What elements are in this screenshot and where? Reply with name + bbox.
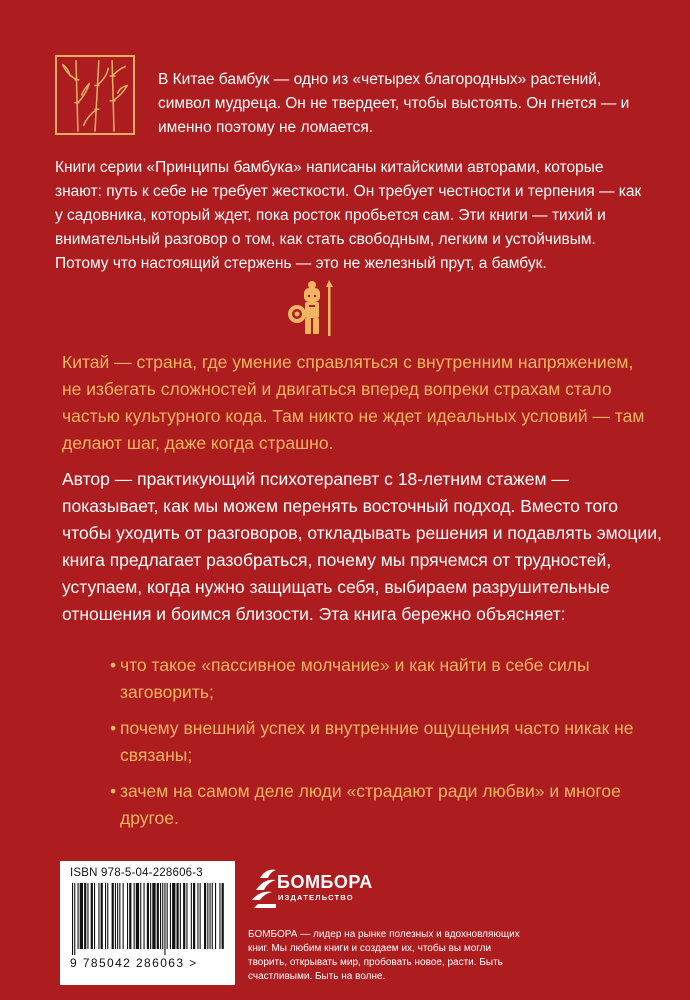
- isbn-digits: 9 785042 286063 >: [70, 956, 198, 970]
- publisher-subtitle: ИЗДАТЕЛЬСТВО: [278, 893, 354, 902]
- list-item-text: почему внешний успех и внутренние ощущения часто никак не связаны;: [120, 718, 634, 765]
- list-item-text: зачем на самом деле люди «страдают ради любви» и многое другое.: [120, 781, 621, 828]
- list-item: [110, 652, 640, 706]
- list-item: [110, 778, 640, 832]
- bullet-marker: •: [110, 718, 117, 738]
- publisher-description: БОМБОРА — лидер на рынке полезных и вдохновляющих книг. Мы любим книги и создаем их, чтобы вы могли творить, открывать мир, пробовать новое, расти. Быть счастливыми. Быть на волне.: [248, 929, 520, 982]
- china-paragraph: Китай — страна, где умение справляться с внутренним напряжением, не избегать сложностей и двигаться вперед вопреки страхам стало частью культурного кода. Там никто не ждет идеальных условий — там делают шаг, даже когда страшно.: [62, 352, 645, 453]
- list-item-text: что такое «пассивное молчание» и как найти в себе силы заговорить;: [120, 655, 590, 702]
- series-paragraph: Книги серии «Принципы бамбука» написаны китайскими авторами, которые знают: путь к себе не требует жесткости. Он требует честности и терпения — как у садовника, который ждет, пока росток пробьется сам. Эти книги — тихий и внимательный разговор о том, как стать свободным, легким и устойчивым. Потому что настоящий стержень — это не железный прут, а бамбук.: [55, 159, 642, 272]
- bamboo-icon: [55, 55, 135, 135]
- warrior-illustration: [287, 280, 341, 338]
- bullet-list: [110, 652, 640, 841]
- intro-paragraph: В Китае бамбук — одно из «четырех благородных» растений, символ мудреца. Он не твердеет, чтобы выстоять. Он гнется — и именно поэтому не ломается.: [158, 71, 630, 136]
- bullet-marker: •: [110, 655, 117, 675]
- isbn-barcode-box: [60, 861, 235, 985]
- bullet-marker: •: [110, 781, 117, 801]
- publisher-name: БОМБОРА: [277, 872, 373, 892]
- author-paragraph: Автор — практикующий психотерапевт с 18-летним стажем — показывает, как мы можем перенять восточный подход. Вместо того чтобы уходить от разговоров, откладывать решения и подавлять эмоции, книга предлагает разобраться, почему мы прячемся от трудностей, уступаем, когда нужно защищать себя, выбираем разрушительные отношения и боимся близости. Эта книга бережно объясняет:: [62, 469, 662, 624]
- barcode: [70, 883, 227, 955]
- isbn-label: ISBN 978-5-04-228606-3: [70, 867, 203, 879]
- list-item: [110, 715, 640, 769]
